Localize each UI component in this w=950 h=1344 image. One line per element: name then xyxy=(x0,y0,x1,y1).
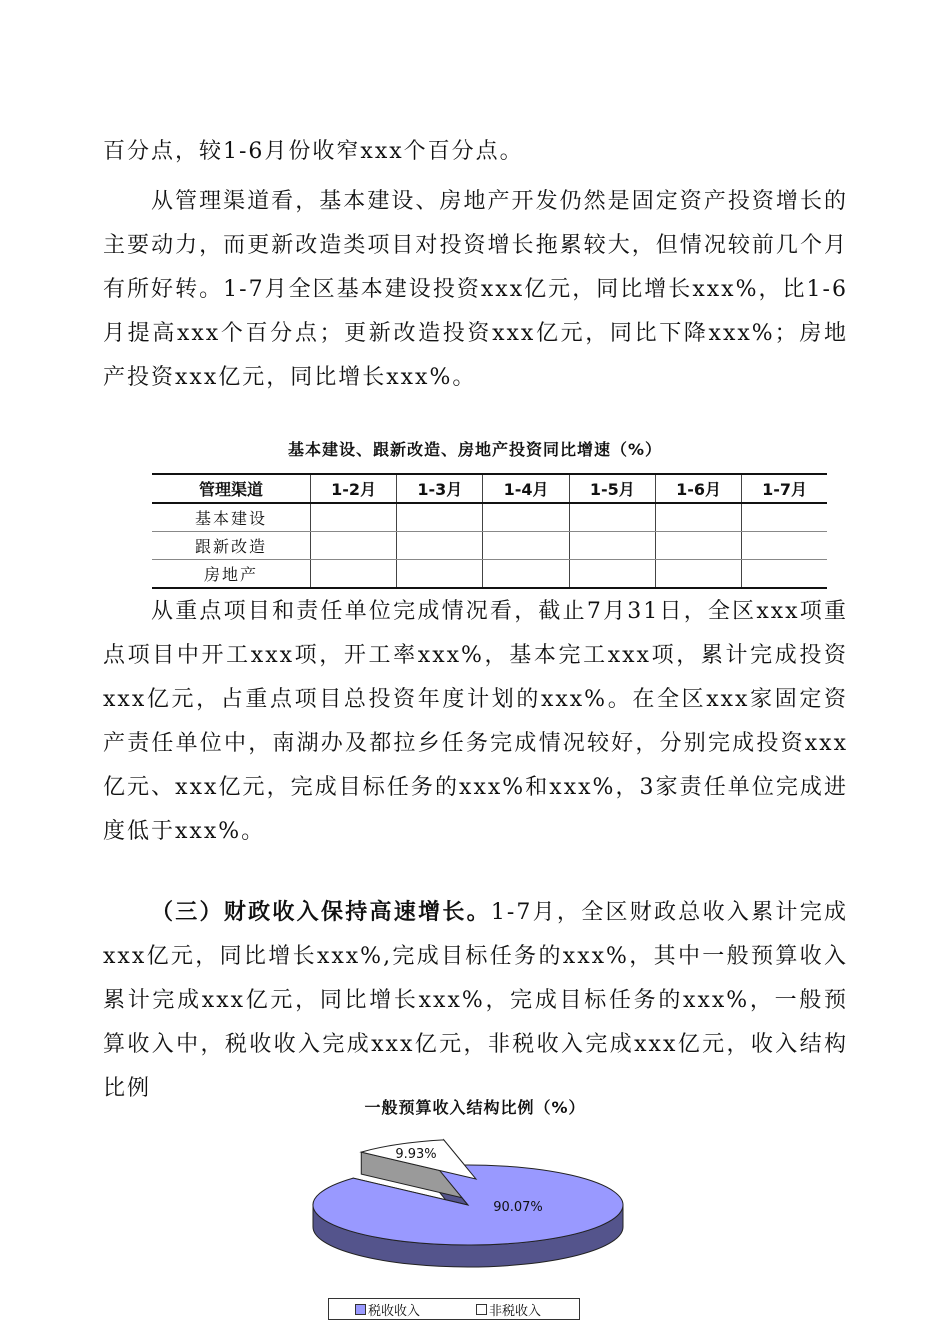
legend-swatch-tax xyxy=(355,1304,366,1315)
table-header-cell: 1-5月 xyxy=(569,474,655,503)
table-header-cell: 1-7月 xyxy=(742,474,827,503)
table-cell xyxy=(569,503,655,532)
table-row xyxy=(152,532,827,560)
table-row xyxy=(152,560,827,589)
chart-title: 一般预算收入结构比例（%） xyxy=(364,1098,586,1117)
table-cell xyxy=(483,503,569,532)
table-header-row xyxy=(152,474,827,503)
table-row-label: 基本建设 xyxy=(152,503,311,532)
data-label-tax: 90.07% xyxy=(493,1200,543,1215)
table-caption: 基本建设、跟新改造、房地产投资同比增速（%） xyxy=(287,440,663,459)
table-header-cell: 1-4月 xyxy=(483,474,569,503)
paragraph-fiscal-revenue xyxy=(103,890,848,1111)
table-cell xyxy=(655,532,741,560)
table-cell xyxy=(742,560,827,589)
table-cell xyxy=(311,532,397,560)
table-row-label: 跟新改造 xyxy=(152,532,311,560)
table-cell xyxy=(742,503,827,532)
paragraph-key-projects: 从重点项目和责任单位完成情况看，截止7月31日，全区xxx项重点项目中开工xxx项，开工率xxx%，基本完工xxx项，累计完成投资xxx亿元，占重点项目总投资年度计划的xxx%。在全区xxx家固定资产责任单位中，南湖办及都拉乡任务完成情况较好，分别完成投资xxx亿元、xxx亿元，完成目标任务的xxx%和xxx%，3家责任单位完成进度低于xxx%。 xyxy=(103,599,848,844)
table-cell xyxy=(397,560,483,589)
table-cell xyxy=(483,560,569,589)
growth-rate-table xyxy=(152,473,827,589)
table-cell xyxy=(742,532,827,560)
table-header-cell: 1-6月 xyxy=(655,474,741,503)
table-header-cell: 管理渠道 xyxy=(152,474,311,503)
section-body: 1-7月，全区财政总收入累计完成xxx亿元，同比增长xxx%,完成目标任务的xxx%，其中一般预算收入累计完成xxx亿元，同比增长xxx%，完成目标任务的xxx%，一般预算收入中，税收收入完成xxx亿元，非税收入完成xxx亿元，收入结构比例 xyxy=(103,900,848,1101)
legend-label-nontax: 非税收入 xyxy=(489,1303,542,1319)
legend-item-nontax xyxy=(476,1300,541,1319)
table-row xyxy=(152,503,827,532)
table-cell xyxy=(397,532,483,560)
table-cell xyxy=(569,532,655,560)
table-header-cell: 1-3月 xyxy=(397,474,483,503)
paragraph-management-channels: 从管理渠道看，基本建设、房地产开发仍然是固定资产投资增长的主要动力，而更新改造类项目对投资增长拖累较大，但情况较前几个月有所好转。1-7月全区基本建设投资xxx亿元，同比增长xxx%，比1-6月提高xxx个百分点；更新改造投资xxx亿元，同比下降xxx%；房地产投资xxx亿元，同比增长xxx%。 xyxy=(103,189,848,390)
table-cell xyxy=(655,560,741,589)
table-cell xyxy=(311,560,397,589)
table-cell xyxy=(397,503,483,532)
data-label-nontax: 9.93% xyxy=(395,1147,437,1162)
legend-item-tax xyxy=(355,1300,420,1319)
table-cell xyxy=(569,560,655,589)
table-header-cell: 1-2月 xyxy=(311,474,397,503)
table-cell xyxy=(483,532,569,560)
table-cell xyxy=(655,503,741,532)
legend-label-tax: 税收收入 xyxy=(368,1303,421,1319)
table-row-label: 房地产 xyxy=(152,560,311,589)
legend-swatch-nontax xyxy=(476,1304,487,1315)
section-heading: （三）财政收入保持高速增长。 xyxy=(151,899,491,925)
paragraph-continuation: 百分点，较1-6月份收窄xxx个百分点。 xyxy=(103,139,524,164)
chart-legend xyxy=(328,1298,580,1320)
table-cell xyxy=(311,503,397,532)
pie-chart xyxy=(300,1130,650,1270)
